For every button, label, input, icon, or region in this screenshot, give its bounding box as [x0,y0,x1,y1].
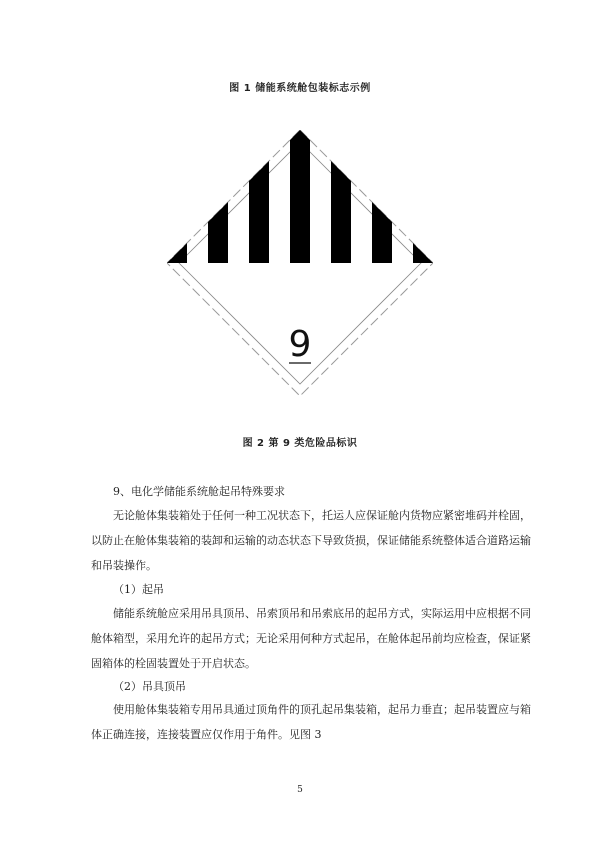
figure-1-caption: 图 1 储能系统舱包装标志示例 [229,83,371,94]
black-stripes [167,130,433,263]
paragraph-1: 无论舱体集装箱处于任何一种工况状态下，托运人应保证舱内货物应紧密堆码并栓固， 以防止在舱体集装箱的装卸和运输的动态状态下导致货损，保证储能系统整体适合道路运输 和吊装操作。 [91,509,531,572]
subheading-lifting: （1）起吊 [113,583,164,596]
section-heading: 9、电化学储能系统舱起吊特殊要求 [113,485,285,498]
subheading-spreader-top-lift: （2）吊具顶吊 [113,680,186,693]
figure-2-caption: 图 2 第 9 类危险品标识 [242,438,358,449]
page-number: 5 [297,785,303,795]
paragraph-2: 储能系统舱应采用吊具顶吊、吊索顶吊和吊索底吊的起吊方式，实际运用中应根据不同 舱体箱型，采用允许的起吊方式；无论采用何种方式起吊，在舱体起吊前均应检查，保证紧 固箱体的栓固装置处于开启状态。 [91,607,531,670]
class-number: 9 [288,324,312,365]
paragraph-3: 使用舱体集装箱专用吊具通过顶角件的顶孔起吊集装箱，起吊力垂直；起吊装置应与箱 体正确连接，连接装置应仅作用于角件。见图 3 [91,703,531,741]
class-9-hazard-label [167,130,433,396]
